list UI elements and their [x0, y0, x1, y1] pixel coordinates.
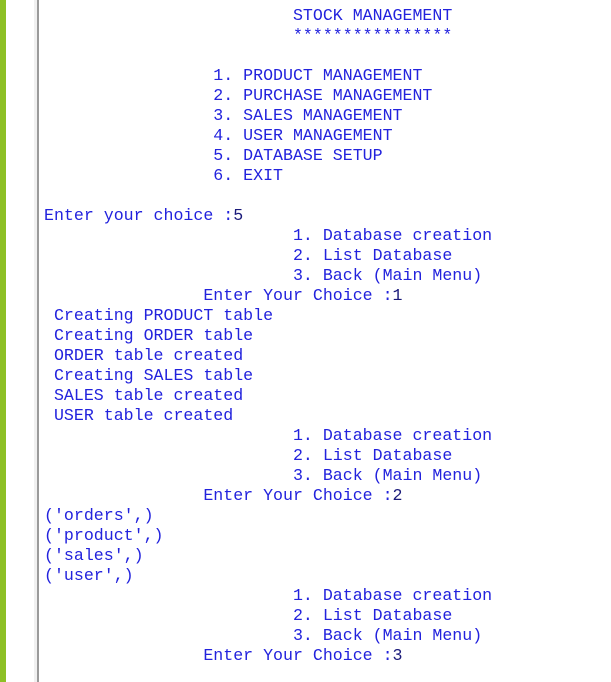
- console-line: [44, 446, 611, 466]
- line-text: STOCK MANAGEMENT: [292, 6, 453, 25]
- console-line: [44, 386, 611, 406]
- line-text: ****************: [292, 26, 453, 45]
- indent: [44, 26, 293, 45]
- prompt-line: [44, 206, 611, 226]
- console-line: [44, 186, 611, 206]
- line-text: ('orders',): [44, 506, 154, 525]
- console-line: [44, 66, 611, 86]
- indent: [44, 66, 213, 85]
- line-text: 3. Back (Main Menu): [292, 266, 483, 285]
- console-line: [44, 346, 611, 366]
- indent: [44, 286, 203, 305]
- console-line: [44, 26, 611, 46]
- line-text: 3. SALES MANAGEMENT: [213, 106, 403, 125]
- indent: [44, 326, 54, 345]
- line-text: 5. DATABASE SETUP: [213, 146, 383, 165]
- line-text: ORDER table created: [53, 346, 244, 365]
- line-text: 6. EXIT: [213, 166, 284, 185]
- console-line: [44, 46, 611, 66]
- line-text: Creating ORDER table: [53, 326, 254, 345]
- line-text: 2. List Database: [292, 606, 453, 625]
- indent: [44, 226, 293, 245]
- prompt-line: [44, 486, 611, 506]
- indent: [44, 606, 293, 625]
- console-line: [44, 126, 611, 146]
- indent: [44, 406, 54, 425]
- line-text: Enter Your Choice :: [203, 646, 393, 665]
- console-line: [44, 246, 611, 266]
- console-line: [44, 426, 611, 446]
- indent: [44, 586, 293, 605]
- console-line: [44, 266, 611, 286]
- indent: [44, 446, 293, 465]
- indent: [44, 166, 213, 185]
- indent: [44, 646, 203, 665]
- line-text: 1. Database creation: [292, 586, 493, 605]
- console-output[interactable]: [44, 6, 611, 666]
- line-text: 2. List Database: [292, 246, 453, 265]
- line-text: Enter your choice :: [44, 206, 234, 225]
- line-text: 2. PURCHASE MANAGEMENT: [213, 86, 433, 105]
- prompt-line: [44, 286, 611, 306]
- console-line: [44, 326, 611, 346]
- indent: [44, 346, 54, 365]
- user-input-value: 5: [233, 206, 244, 225]
- console-line: [44, 586, 611, 606]
- line-text: 1. Database creation: [292, 226, 493, 245]
- line-text: ('user',): [44, 566, 134, 585]
- console-line: [44, 606, 611, 626]
- line-text: 3. Back (Main Menu): [292, 626, 483, 645]
- indent: [44, 626, 293, 645]
- console-line: [44, 566, 611, 586]
- line-text: SALES table created: [53, 386, 244, 405]
- indent: [44, 386, 54, 405]
- line-text: Creating SALES table: [53, 366, 254, 385]
- prompt-line: [44, 646, 611, 666]
- console-line: [44, 546, 611, 566]
- indent: [44, 306, 54, 325]
- indent: [44, 146, 213, 165]
- indent: [44, 466, 293, 485]
- console-line: [44, 366, 611, 386]
- line-text: 3. Back (Main Menu): [292, 466, 483, 485]
- indent: [44, 126, 213, 145]
- console-line: [44, 166, 611, 186]
- indent: [44, 106, 213, 125]
- console-line: [44, 626, 611, 646]
- line-text: Enter Your Choice :: [203, 486, 393, 505]
- line-text: 1. PRODUCT MANAGEMENT: [213, 66, 423, 85]
- console-line: [44, 506, 611, 526]
- console-line: [44, 6, 611, 26]
- indent: [44, 246, 293, 265]
- indent: [44, 6, 293, 25]
- sidebar-accent-bar: [0, 0, 6, 682]
- console-line: [44, 86, 611, 106]
- indent: [44, 486, 203, 505]
- indent: [44, 366, 54, 385]
- line-text: USER table created: [53, 406, 234, 425]
- console-line: [44, 306, 611, 326]
- line-text: ('sales',): [44, 546, 144, 565]
- line-text: Creating PRODUCT table: [53, 306, 274, 325]
- line-text: ('product',): [44, 526, 164, 545]
- line-text: Enter Your Choice :: [203, 286, 393, 305]
- indent: [44, 426, 293, 445]
- line-text: 2. List Database: [292, 446, 453, 465]
- console-line: [44, 466, 611, 486]
- user-input-value: 1: [392, 286, 403, 305]
- console-line: [44, 526, 611, 546]
- console-line: [44, 226, 611, 246]
- user-input-value: 3: [392, 646, 403, 665]
- gutter-divider: [37, 0, 39, 682]
- console-line: [44, 106, 611, 126]
- console-line: [44, 406, 611, 426]
- indent: [44, 266, 293, 285]
- user-input-value: 2: [392, 486, 403, 505]
- line-text: 4. USER MANAGEMENT: [213, 126, 393, 145]
- indent: [44, 86, 213, 105]
- console-line: [44, 146, 611, 166]
- line-text: 1. Database creation: [292, 426, 493, 445]
